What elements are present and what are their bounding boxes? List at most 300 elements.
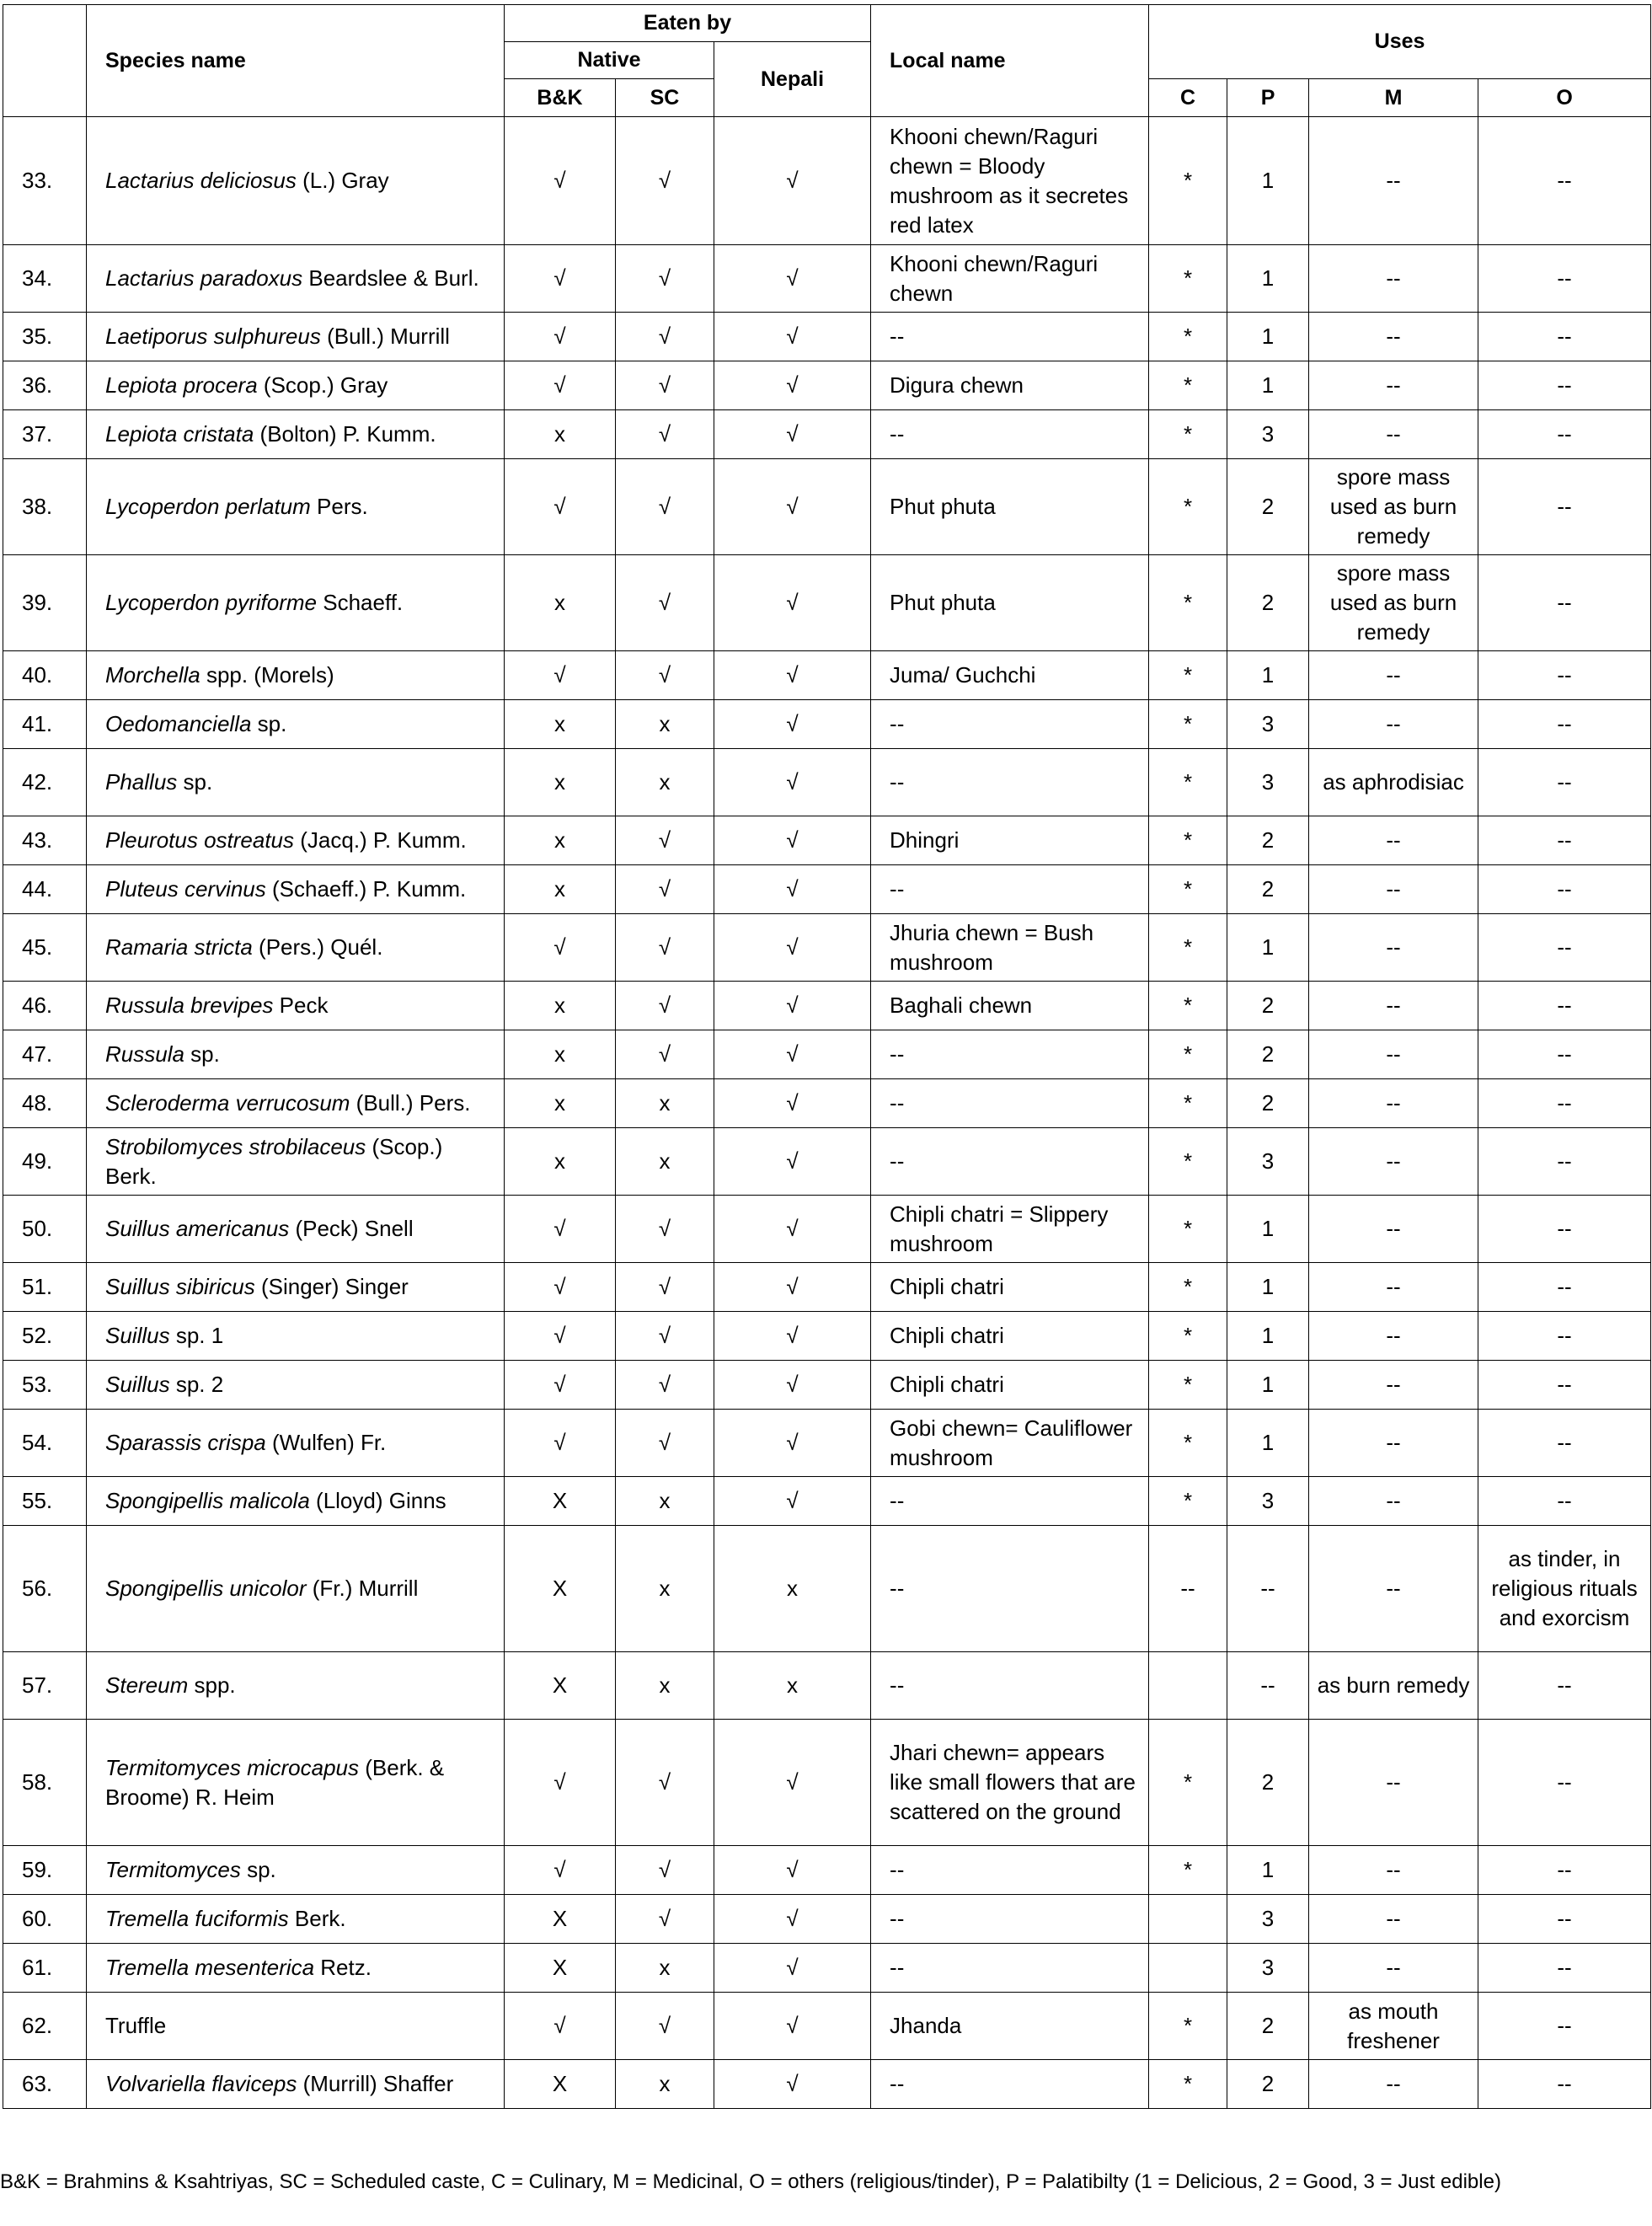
eaten-by-sc-cell: √ (616, 982, 714, 1030)
table-row (3, 651, 1651, 700)
use-culinary-cell: * (1149, 410, 1227, 459)
local-name-cell: Jhuria chewn = Bush mushroom (871, 914, 1149, 982)
header-species-name: Species name (87, 5, 505, 117)
species-genus: Ramaria stricta (105, 934, 253, 960)
use-medicinal-cell: -- (1309, 1944, 1478, 1993)
use-palatability-cell: 2 (1227, 816, 1309, 865)
species-name-cell (87, 749, 505, 816)
species-name-cell (87, 1263, 505, 1312)
row-number: 46. (3, 982, 87, 1030)
use-palatability-cell: 3 (1227, 700, 1309, 749)
eaten-by-bk-cell: √ (505, 1720, 616, 1846)
species-authority: (Lloyd) Ginns (309, 1488, 446, 1513)
eaten-by-bk-cell: √ (505, 1993, 616, 2060)
species-genus: Truffle (105, 2013, 167, 2038)
use-medicinal-cell: -- (1309, 1128, 1478, 1196)
eaten-by-sc-cell: x (616, 1944, 714, 1993)
use-culinary-cell: * (1149, 982, 1227, 1030)
row-number: 60. (3, 1895, 87, 1944)
eaten-by-bk-cell: √ (505, 1263, 616, 1312)
use-medicinal-cell: -- (1309, 313, 1478, 361)
eaten-by-nepali-cell: √ (714, 1312, 871, 1361)
eaten-by-nepali-cell: x (714, 1526, 871, 1652)
local-name-cell: -- (871, 865, 1149, 914)
species-name-cell (87, 1993, 505, 2060)
species-genus: Tremella mesenterica (105, 1955, 315, 1980)
species-authority: (L.) Gray (296, 168, 389, 193)
use-culinary-cell (1149, 1652, 1227, 1720)
species-genus: Lactarius paradoxus (105, 265, 303, 291)
species-genus: Stereum (105, 1672, 189, 1698)
species-name-cell (87, 982, 505, 1030)
eaten-by-bk-cell: √ (505, 1361, 616, 1410)
eaten-by-bk-cell: √ (505, 361, 616, 410)
species-genus: Russula brevipes (105, 993, 274, 1018)
local-name-cell: Khooni chewn/Raguri chewn = Bloody mushroom as it secretes red latex (871, 117, 1149, 245)
use-culinary-cell: * (1149, 1846, 1227, 1895)
use-others-cell: -- (1478, 1993, 1651, 2060)
eaten-by-nepali-cell: √ (714, 1720, 871, 1846)
species-name-cell (87, 1895, 505, 1944)
species-authority: (Wulfen) Fr. (265, 1430, 387, 1455)
species-name-cell (87, 1944, 505, 1993)
row-number: 57. (3, 1652, 87, 1720)
use-palatability-cell: 3 (1227, 1477, 1309, 1526)
use-medicinal-cell: -- (1309, 1410, 1478, 1477)
species-genus: Oedomanciella (105, 711, 252, 736)
row-number: 35. (3, 313, 87, 361)
use-culinary-cell: * (1149, 1993, 1227, 2060)
use-culinary-cell: * (1149, 914, 1227, 982)
local-name-cell: Baghali chewn (871, 982, 1149, 1030)
eaten-by-nepali-cell: √ (714, 245, 871, 313)
use-medicinal-cell: -- (1309, 245, 1478, 313)
use-others-cell: -- (1478, 313, 1651, 361)
local-name-cell: -- (871, 749, 1149, 816)
use-others-cell: -- (1478, 749, 1651, 816)
row-number: 50. (3, 1196, 87, 1263)
eaten-by-sc-cell: √ (616, 1312, 714, 1361)
use-culinary-cell: * (1149, 1720, 1227, 1846)
species-genus: Morchella (105, 662, 200, 688)
table-row (3, 816, 1651, 865)
header-others: O (1478, 79, 1651, 117)
use-culinary-cell (1149, 1895, 1227, 1944)
species-name-cell (87, 1361, 505, 1410)
eaten-by-nepali-cell: √ (714, 700, 871, 749)
use-culinary-cell: * (1149, 2060, 1227, 2109)
use-medicinal-cell: -- (1309, 1196, 1478, 1263)
eaten-by-bk-cell: √ (505, 459, 616, 555)
eaten-by-sc-cell: √ (616, 1196, 714, 1263)
eaten-by-sc-cell: x (616, 749, 714, 816)
local-name-cell: Juma/ Guchchi (871, 651, 1149, 700)
eaten-by-sc-cell: x (616, 2060, 714, 2109)
species-authority: (Murrill) Shaffer (297, 2071, 454, 2096)
row-number: 63. (3, 2060, 87, 2109)
use-others-cell: -- (1478, 914, 1651, 982)
eaten-by-bk-cell: x (505, 982, 616, 1030)
use-others-cell: -- (1478, 1477, 1651, 1526)
table-row (3, 1361, 1651, 1410)
table-row (3, 1079, 1651, 1128)
row-number: 42. (3, 749, 87, 816)
row-number: 38. (3, 459, 87, 555)
eaten-by-sc-cell: x (616, 1652, 714, 1720)
species-name-cell (87, 117, 505, 245)
eaten-by-sc-cell: √ (616, 1030, 714, 1079)
header-native: Native (505, 42, 714, 79)
species-authority: sp. (251, 711, 287, 736)
table-row (3, 555, 1651, 651)
species-genus: Termitomyces microcapus (105, 1754, 360, 1780)
use-palatability-cell: 2 (1227, 459, 1309, 555)
eaten-by-bk-cell: x (505, 555, 616, 651)
eaten-by-nepali-cell: √ (714, 749, 871, 816)
species-genus: Lepiota cristata (105, 421, 254, 447)
eaten-by-sc-cell: √ (616, 651, 714, 700)
use-others-cell: -- (1478, 1410, 1651, 1477)
local-name-cell: -- (871, 2060, 1149, 2109)
use-culinary-cell: * (1149, 816, 1227, 865)
local-name-cell: Chipli chatri (871, 1263, 1149, 1312)
eaten-by-bk-cell: X (505, 1477, 616, 1526)
use-culinary-cell: * (1149, 1477, 1227, 1526)
eaten-by-sc-cell: √ (616, 1846, 714, 1895)
local-name-cell: Phut phuta (871, 555, 1149, 651)
eaten-by-nepali-cell: √ (714, 410, 871, 459)
eaten-by-nepali-cell: √ (714, 914, 871, 982)
species-name-cell (87, 1196, 505, 1263)
row-number: 54. (3, 1410, 87, 1477)
species-name-cell (87, 361, 505, 410)
use-medicinal-cell: as mouth freshener (1309, 1993, 1478, 2060)
species-name-cell (87, 245, 505, 313)
local-name-cell: Digura chewn (871, 361, 1149, 410)
species-name-cell (87, 459, 505, 555)
use-medicinal-cell: -- (1309, 117, 1478, 245)
species-authority: spp. (188, 1672, 236, 1698)
use-culinary-cell: -- (1149, 1526, 1227, 1652)
use-culinary-cell: * (1149, 749, 1227, 816)
use-others-cell: -- (1478, 1652, 1651, 1720)
eaten-by-sc-cell: x (616, 1128, 714, 1196)
use-palatability-cell: 1 (1227, 1410, 1309, 1477)
eaten-by-nepali-cell: √ (714, 1944, 871, 1993)
species-genus: Spongipellis malicola (105, 1488, 310, 1513)
species-name-cell (87, 914, 505, 982)
use-others-cell: -- (1478, 1030, 1651, 1079)
header-culinary: C (1149, 79, 1227, 117)
eaten-by-nepali-cell: √ (714, 816, 871, 865)
species-genus: Termitomyces (105, 1857, 241, 1882)
local-name-cell: -- (871, 700, 1149, 749)
eaten-by-nepali-cell: √ (714, 1128, 871, 1196)
eaten-by-sc-cell: √ (616, 816, 714, 865)
species-name-cell (87, 555, 505, 651)
eaten-by-bk-cell: √ (505, 1312, 616, 1361)
table-row (3, 865, 1651, 914)
eaten-by-bk-cell: x (505, 816, 616, 865)
mushroom-uses-table (3, 4, 1651, 2109)
species-genus: Laetiporus sulphureus (105, 324, 321, 349)
eaten-by-sc-cell: √ (616, 459, 714, 555)
row-number: 45. (3, 914, 87, 982)
local-name-cell: -- (871, 410, 1149, 459)
eaten-by-nepali-cell: √ (714, 361, 871, 410)
eaten-by-nepali-cell: √ (714, 313, 871, 361)
local-name-cell: -- (871, 1526, 1149, 1652)
use-palatability-cell: 2 (1227, 1030, 1309, 1079)
table-header (3, 5, 1651, 117)
eaten-by-bk-cell: x (505, 700, 616, 749)
row-number: 48. (3, 1079, 87, 1128)
use-culinary-cell: * (1149, 117, 1227, 245)
species-name-cell (87, 816, 505, 865)
eaten-by-sc-cell: √ (616, 1410, 714, 1477)
row-number: 61. (3, 1944, 87, 1993)
use-palatability-cell: 1 (1227, 1361, 1309, 1410)
use-culinary-cell: * (1149, 1312, 1227, 1361)
use-medicinal-cell: -- (1309, 1477, 1478, 1526)
eaten-by-nepali-cell: √ (714, 555, 871, 651)
eaten-by-bk-cell: x (505, 1079, 616, 1128)
table-row (3, 749, 1651, 816)
species-authority: (Schaeff.) P. Kumm. (265, 876, 467, 902)
eaten-by-nepali-cell: √ (714, 2060, 871, 2109)
row-number: 34. (3, 245, 87, 313)
use-others-cell: -- (1478, 1312, 1651, 1361)
eaten-by-sc-cell: √ (616, 865, 714, 914)
header-sc: SC (616, 79, 714, 117)
species-name-cell (87, 1030, 505, 1079)
local-name-cell: Chipli chatri = Slippery mushroom (871, 1196, 1149, 1263)
use-medicinal-cell: -- (1309, 361, 1478, 410)
use-palatability-cell: 3 (1227, 1128, 1309, 1196)
species-genus: Phallus (105, 769, 178, 795)
eaten-by-sc-cell: x (616, 1477, 714, 1526)
use-culinary-cell: * (1149, 1196, 1227, 1263)
species-name-cell (87, 865, 505, 914)
use-culinary-cell: * (1149, 651, 1227, 700)
use-palatability-cell: 2 (1227, 2060, 1309, 2109)
species-genus: Strobilomyces strobilaceus (105, 1133, 366, 1159)
species-name-cell (87, 651, 505, 700)
header-bk: B&K (505, 79, 616, 117)
species-authority: (Singer) Singer (254, 1274, 409, 1299)
species-genus: Suillus sibiricus (105, 1274, 255, 1299)
row-number: 40. (3, 651, 87, 700)
eaten-by-bk-cell: X (505, 1944, 616, 1993)
species-genus: Pleurotus ostreatus (105, 827, 295, 853)
local-name-cell: -- (871, 1128, 1149, 1196)
species-authority: (Peck) Snell (289, 1216, 414, 1241)
use-palatability-cell: 1 (1227, 1312, 1309, 1361)
table-row (3, 245, 1651, 313)
local-name-cell: -- (871, 1079, 1149, 1128)
table-row (3, 117, 1651, 245)
species-genus: Tremella fuciformis (105, 1906, 289, 1931)
eaten-by-sc-cell: √ (616, 117, 714, 245)
use-others-cell: -- (1478, 117, 1651, 245)
use-palatability-cell: -- (1227, 1652, 1309, 1720)
species-genus: Volvariella flaviceps (105, 2071, 297, 2096)
use-others-cell: -- (1478, 1895, 1651, 1944)
species-name-cell (87, 313, 505, 361)
eaten-by-bk-cell: √ (505, 651, 616, 700)
use-others-cell: -- (1478, 1361, 1651, 1410)
use-palatability-cell: 1 (1227, 1196, 1309, 1263)
use-medicinal-cell: -- (1309, 816, 1478, 865)
table-row (3, 1128, 1651, 1196)
row-number: 53. (3, 1361, 87, 1410)
use-medicinal-cell: spore mass used as burn remedy (1309, 459, 1478, 555)
use-others-cell: -- (1478, 245, 1651, 313)
species-genus: Sparassis crispa (105, 1430, 266, 1455)
use-palatability-cell: 2 (1227, 1993, 1309, 2060)
row-number: 41. (3, 700, 87, 749)
species-genus: Spongipellis unicolor (105, 1576, 307, 1601)
table-row (3, 361, 1651, 410)
use-medicinal-cell: -- (1309, 982, 1478, 1030)
local-name-cell: Dhingri (871, 816, 1149, 865)
local-name-cell: Chipli chatri (871, 1312, 1149, 1361)
use-palatability-cell: 2 (1227, 865, 1309, 914)
eaten-by-bk-cell: √ (505, 1846, 616, 1895)
species-authority: sp. (240, 1857, 276, 1882)
table-row (3, 313, 1651, 361)
use-medicinal-cell: -- (1309, 1079, 1478, 1128)
table-row (3, 1477, 1651, 1526)
use-medicinal-cell: -- (1309, 1361, 1478, 1410)
eaten-by-bk-cell: √ (505, 245, 616, 313)
eaten-by-nepali-cell: √ (714, 1196, 871, 1263)
table-row (3, 1263, 1651, 1312)
species-authority: sp. (184, 1041, 220, 1067)
eaten-by-sc-cell: √ (616, 410, 714, 459)
species-authority: (Scop.) Berk. (105, 1133, 449, 1189)
eaten-by-nepali-cell: √ (714, 1993, 871, 2060)
use-culinary-cell: * (1149, 1079, 1227, 1128)
use-others-cell: -- (1478, 410, 1651, 459)
eaten-by-bk-cell: √ (505, 914, 616, 982)
use-medicinal-cell: spore mass used as burn remedy (1309, 555, 1478, 651)
eaten-by-sc-cell: √ (616, 313, 714, 361)
species-name-cell (87, 700, 505, 749)
species-authority: Pers. (310, 494, 368, 519)
table-row (3, 459, 1651, 555)
header-palatability: P (1227, 79, 1309, 117)
eaten-by-sc-cell: √ (616, 555, 714, 651)
eaten-by-sc-cell: √ (616, 1263, 714, 1312)
row-number: 43. (3, 816, 87, 865)
eaten-by-nepali-cell: √ (714, 865, 871, 914)
use-culinary-cell: * (1149, 700, 1227, 749)
table-row (3, 1196, 1651, 1263)
table-row (3, 1526, 1651, 1652)
use-culinary-cell (1149, 1944, 1227, 1993)
use-medicinal-cell: -- (1309, 914, 1478, 982)
species-authority: (Pers.) Quél. (252, 934, 383, 960)
use-culinary-cell: * (1149, 459, 1227, 555)
eaten-by-sc-cell: √ (616, 1720, 714, 1846)
eaten-by-sc-cell: x (616, 1079, 714, 1128)
table-row (3, 700, 1651, 749)
use-palatability-cell: 1 (1227, 1846, 1309, 1895)
eaten-by-sc-cell: √ (616, 914, 714, 982)
species-authority: Schaeff. (317, 590, 404, 615)
row-number: 44. (3, 865, 87, 914)
header-uses: Uses (1149, 5, 1651, 79)
local-name-cell: -- (871, 1477, 1149, 1526)
eaten-by-bk-cell: X (505, 2060, 616, 2109)
eaten-by-nepali-cell: √ (714, 1846, 871, 1895)
species-genus: Lycoperdon perlatum (105, 494, 311, 519)
use-others-cell: -- (1478, 2060, 1651, 2109)
use-culinary-cell: * (1149, 361, 1227, 410)
local-name-cell: Jhanda (871, 1993, 1149, 2060)
species-name-cell (87, 410, 505, 459)
use-medicinal-cell: -- (1309, 700, 1478, 749)
use-others-cell: -- (1478, 1846, 1651, 1895)
eaten-by-bk-cell: X (505, 1526, 616, 1652)
use-medicinal-cell: -- (1309, 2060, 1478, 2109)
row-number: 49. (3, 1128, 87, 1196)
use-medicinal-cell: -- (1309, 865, 1478, 914)
local-name-cell: -- (871, 1846, 1149, 1895)
use-palatability-cell: 2 (1227, 555, 1309, 651)
use-palatability-cell: 3 (1227, 410, 1309, 459)
use-palatability-cell: 1 (1227, 313, 1309, 361)
eaten-by-nepali-cell: √ (714, 1361, 871, 1410)
use-medicinal-cell: as aphrodisiac (1309, 749, 1478, 816)
use-others-cell: -- (1478, 816, 1651, 865)
table-footnote: B&K = Brahmins & Ksahtriyas, SC = Scheduled caste, C = Culinary, M = Medicinal, O = others (religious/tinder), P = Palatibilty (1 = Delicious, 2 = Good, 3 = Just edible) (0, 2170, 1501, 2193)
local-name-cell: -- (871, 1895, 1149, 1944)
eaten-by-nepali-cell: √ (714, 1895, 871, 1944)
row-number: 55. (3, 1477, 87, 1526)
table-row (3, 982, 1651, 1030)
table-body (3, 117, 1651, 2109)
use-medicinal-cell: -- (1309, 1846, 1478, 1895)
use-culinary-cell: * (1149, 1030, 1227, 1079)
use-culinary-cell: * (1149, 555, 1227, 651)
eaten-by-nepali-cell: √ (714, 1030, 871, 1079)
eaten-by-bk-cell: x (505, 1030, 616, 1079)
eaten-by-nepali-cell: √ (714, 117, 871, 245)
species-name-cell (87, 1128, 505, 1196)
use-others-cell: -- (1478, 700, 1651, 749)
local-name-cell: Phut phuta (871, 459, 1149, 555)
local-name-cell: -- (871, 313, 1149, 361)
header-eaten-by: Eaten by (505, 5, 871, 42)
use-medicinal-cell: -- (1309, 1526, 1478, 1652)
use-medicinal-cell: -- (1309, 410, 1478, 459)
header-medicinal: M (1309, 79, 1478, 117)
use-palatability-cell: 2 (1227, 982, 1309, 1030)
table-row (3, 914, 1651, 982)
species-authority: Berk. (288, 1906, 346, 1931)
use-others-cell: -- (1478, 1944, 1651, 1993)
use-culinary-cell: * (1149, 1410, 1227, 1477)
local-name-cell: Khooni chewn/Raguri chewn (871, 245, 1149, 313)
species-authority: (Bull.) Pers. (350, 1090, 471, 1116)
use-others-cell: -- (1478, 651, 1651, 700)
eaten-by-nepali-cell: √ (714, 1477, 871, 1526)
use-others-cell: -- (1478, 1128, 1651, 1196)
use-medicinal-cell: -- (1309, 1312, 1478, 1361)
row-number: 52. (3, 1312, 87, 1361)
